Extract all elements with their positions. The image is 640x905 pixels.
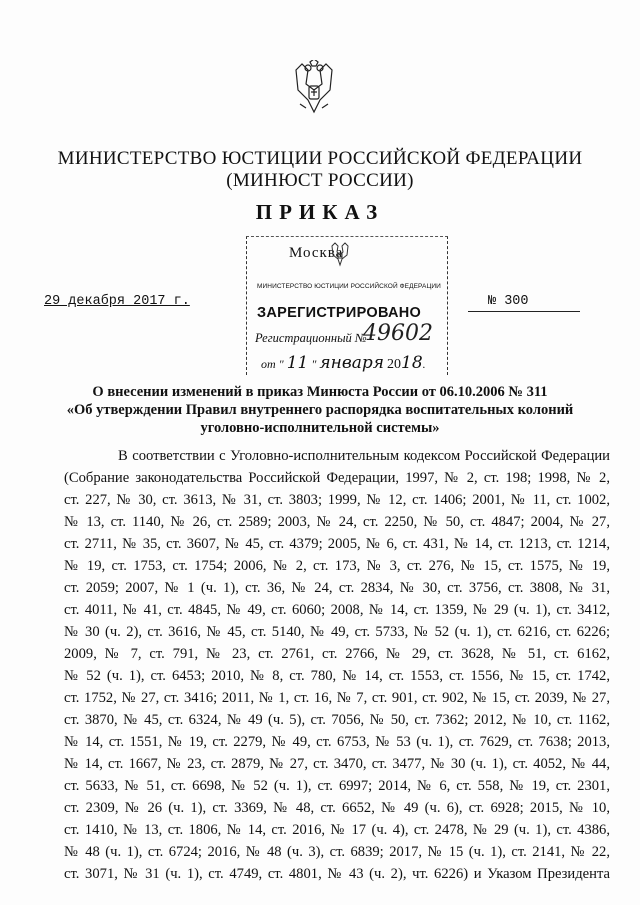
order-title-line-3: уголовно-исполнительной системы»: [200, 420, 440, 436]
stamp-registration-date: от " 11 " января 2018.: [261, 353, 426, 373]
body-text-line: В соответствии с Уголовно-исполнительным кодексом Российской Федерации: [118, 448, 610, 464]
body-text-line: ст. 2711, № 35, ст. 3607, № 45, ст. 4379; 2005, № 6, ст. 431, № 14, ст. 1213, ст. 1214,: [64, 536, 610, 552]
order-date: [44, 294, 190, 309]
stamp-year-suffix: 18: [401, 353, 423, 373]
stamp-reg-number-value: 49602: [363, 321, 433, 346]
ministry-short-name: (МИНЮСТ РОССИИ): [226, 170, 414, 191]
stamp-registered: ЗАРЕГИСТРИРОВАНО: [257, 305, 422, 321]
order-number: № 300: [488, 294, 529, 309]
body-text-line: № 48 (ч. 1), ст. 6724; 2016, № 48 (ч. 3), ст. 6839; 2017, № 15 (ч. 1), ст. 2141, № 22,: [64, 844, 610, 860]
document-type-heading: ПРИКАЗ: [255, 200, 385, 224]
stamp-city: Москва: [289, 245, 344, 261]
registration-stamp: [246, 236, 448, 375]
body-text-line: № 52 (ч. 1), ст. 6453; 2010, № 8, ст. 780, № 14, ст. 1553, ст. 1556, № 15, ст. 1742,: [64, 668, 610, 684]
order-date-value: 29 декабря 2017 г.: [44, 294, 190, 309]
order-number-underline: [468, 311, 580, 312]
body-text-line: ст. 5633, № 51, ст. 6698, № 52 (ч. 1), ст. 6997; 2014, № 6, ст. 558, № 19, ст. 2301,: [64, 778, 610, 794]
body-text-line: ст. 4011, № 41, ст. 4845, № 49, ст. 6060; 2008, № 14, ст. 1359, № 29 (ч. 1), ст. 3412,: [64, 602, 610, 618]
body-text-line: (Собрание законодательства Российской Федерации, 1997, № 2, ст. 198; 1998, № 2,: [64, 470, 610, 486]
body-text-line: № 13, ст. 1140, № 26, ст. 2589; 2003, № 24, ст. 2250, № 50, ст. 4847; 2004, № 27,: [64, 514, 610, 530]
body-text-line: № 14, ст. 1551, № 19, ст. 2279, № 49, ст. 6753, № 53 (ч. 1), ст. 7629, ст. 7638; 2013,: [64, 734, 610, 750]
stamp-day: 11: [286, 353, 309, 373]
body-text-line: ст. 2309, № 26 (ч. 1), ст. 3369, № 48, ст. 6652, № 49 (ч. 6), ст. 6928; 2015, № 10,: [64, 800, 610, 816]
body-text-line: № 30 (ч. 2), ст. 3616, № 45, ст. 5140, № 49, ст. 5733, № 52 (ч. 1), ст. 6216, ст. 6226;: [64, 624, 610, 640]
stamp-from-label: от: [261, 357, 276, 371]
body-text-line: ст. 3870, № 45, ст. 6324, № 49 (ч. 5), ст. 7056, № 50, ст. 7362; 2012, № 10, ст. 1162,: [64, 712, 610, 728]
body-text-line: ст. 2059; 2007, № 1 (ч. 1), ст. 36, № 24, ст. 2834, № 30, ст. 3756, ст. 3808, № 31,: [64, 580, 610, 596]
stamp-ministry: МИНИСТЕРСТВО ЮСТИЦИИ РОССИЙСКОЙ ФЕДЕРАЦИИ: [257, 283, 441, 290]
stamp-eagle-icon: [329, 241, 351, 267]
body-text-line: ст. 1410, № 13, ст. 1806, № 14, ст. 2016, № 17 (ч. 4), ст. 2478, № 29 (ч. 1), ст. 4386,: [64, 822, 610, 838]
body-text-line: 2009, № 7, ст. 791, № 23, ст. 2761, ст. 2766, № 29, ст. 3628, № 51, ст. 6162,: [64, 646, 610, 662]
body-text-line: № 14, ст. 1667, № 23, ст. 2879, № 27, ст. 3470, ст. 3477, № 30 (ч. 1), ст. 4052, № 44,: [64, 756, 610, 772]
stamp-year-prefix: 20: [387, 357, 402, 372]
order-title-line-2: «Об утверждении Правил внутреннего распорядка воспитательных колоний: [66, 402, 574, 418]
body-text-line: № 19, ст. 1753, ст. 1754; 2006, № 2, ст. 173, № 3, ст. 276, № 15, ст. 1575, № 19,: [64, 558, 610, 574]
body-text-line: ст. 1752, № 27, ст. 3416; 2011, № 1, ст. 16, № 7, ст. 901, ст. 902, № 15, ст. 2039, № 27,: [64, 690, 610, 706]
stamp-month: января: [319, 353, 385, 373]
stamp-reg-number-label: Регистрационный №: [255, 331, 367, 345]
body-text-line: ст. 3071, № 31 (ч. 1), ст. 4749, ст. 4801, № 43 (ч. 2), чт. 6226) и Указом Президента: [64, 866, 610, 882]
russian-eagle-emblem-icon: [290, 60, 338, 120]
order-title-line-1: О внесении изменений в приказ Минюста России от 06.10.2006 № 311: [92, 384, 548, 400]
body-text-line: ст. 227, № 30, ст. 3613, № 31, ст. 3803; 1999, № 12, ст. 1406; 2001, № 11, ст. 1002,: [64, 492, 610, 508]
order-body-text: [64, 445, 610, 885]
ministry-name: МИНИСТЕРСТВО ЮСТИЦИИ РОССИЙСКОЙ ФЕДЕРАЦИИ: [57, 148, 583, 169]
